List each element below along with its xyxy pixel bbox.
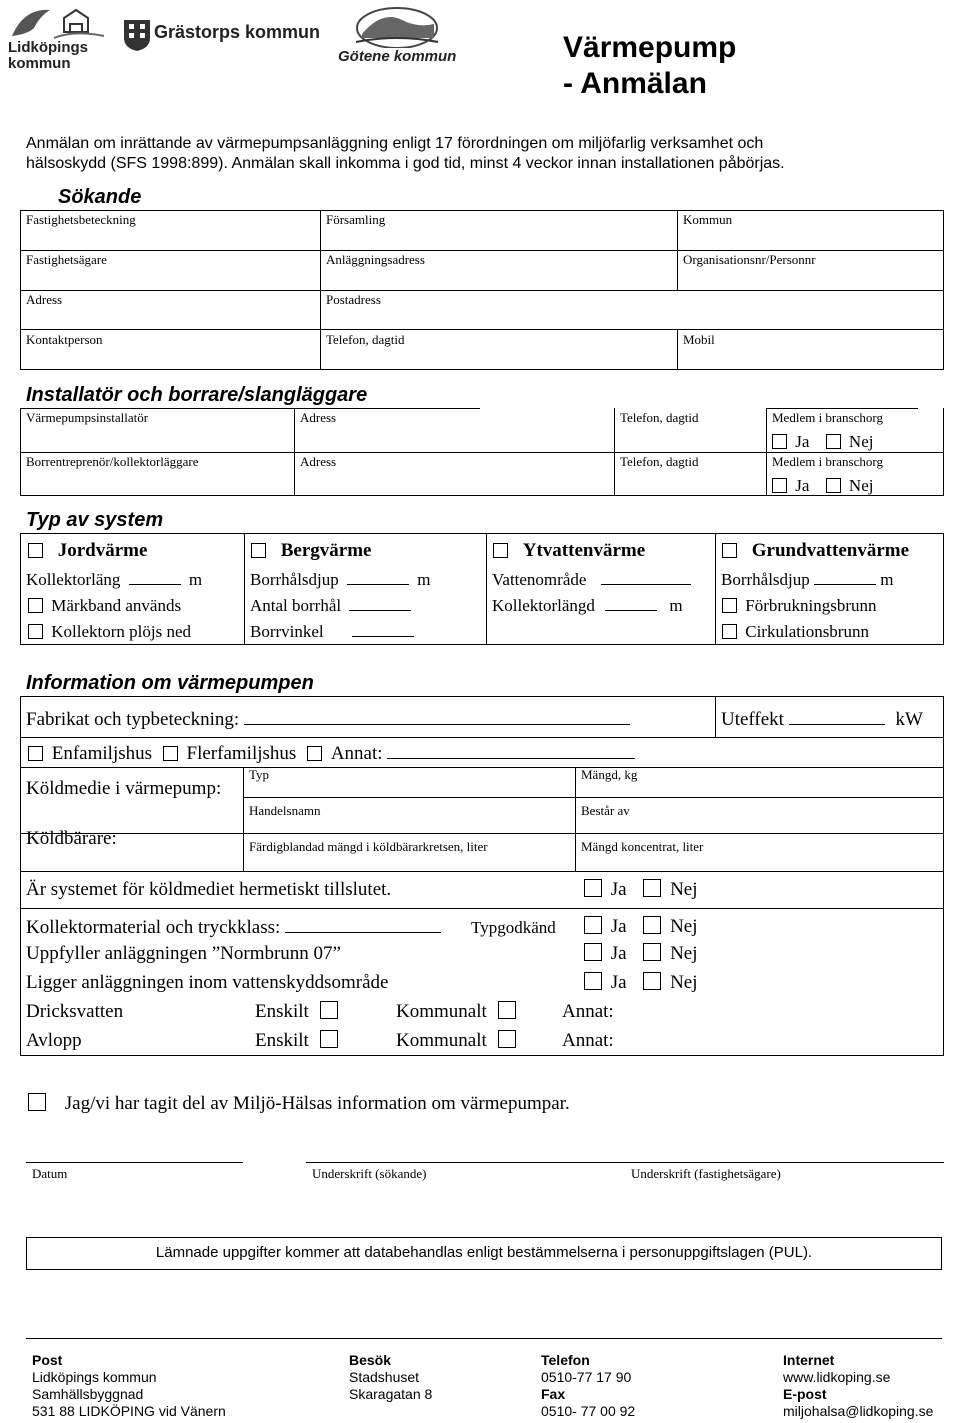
ytv-vattenomrade-label: Vattenområde xyxy=(492,570,587,589)
enfamiljshus-label: Enfamiljshus xyxy=(51,743,153,764)
kollektormaterial-label: Kollektormaterial och tryckklass: xyxy=(26,917,281,938)
jord-kollektorlangd-unit: m xyxy=(188,570,203,589)
grund-borrhalsdjup-unit: m xyxy=(880,570,894,589)
grastorp-logo xyxy=(122,18,322,58)
installator-nej-checkbox[interactable] xyxy=(826,434,841,449)
normbrunn-ja-label: Ja xyxy=(610,943,627,964)
typgodkand-nej-checkbox[interactable] xyxy=(643,916,661,934)
footer-fax-heading: Fax xyxy=(541,1386,566,1402)
avlopp-annat[interactable]: Annat: xyxy=(562,1030,614,1051)
dricksvatten-annat[interactable]: Annat: xyxy=(562,1001,614,1022)
forbrukningsbrunn-checkbox[interactable] xyxy=(722,598,737,613)
ytvattenvarme-label: Ytvattenvärme xyxy=(522,540,646,561)
dricksvatten-enskilt-checkbox[interactable] xyxy=(320,1001,338,1019)
typ-heading: Typ av system xyxy=(26,509,164,531)
ytv-vattenomrade-input[interactable] xyxy=(601,570,691,585)
footer-fax-number: 0510- 77 00 92 xyxy=(541,1403,636,1419)
footer-besok-line2: Skaragatan 8 xyxy=(349,1386,433,1402)
jord-kollektorlangd-input[interactable] xyxy=(129,570,181,585)
dricksvatten-enskilt-label: Enskilt xyxy=(255,1001,309,1022)
footer-internet-heading: Internet xyxy=(783,1352,835,1368)
plojs-checkbox[interactable] xyxy=(28,624,43,639)
avlopp-kommunalt-checkbox[interactable] xyxy=(498,1030,516,1048)
typgodkand-nej-label: Nej xyxy=(670,916,698,937)
borr-medlem-label: Medlem i branschorg xyxy=(772,454,883,469)
footer-besok-heading: Besök xyxy=(349,1352,392,1368)
borr-ja-label: Ja xyxy=(795,476,810,495)
uteffekt-label: Uteffekt xyxy=(721,709,784,730)
field-fastighetsagare[interactable]: Fastighetsägare xyxy=(26,252,107,267)
jord-plojs xyxy=(28,622,191,642)
installator-heading: Installatör och borrare/slangläggare xyxy=(26,384,368,406)
field-anlaggningsadress[interactable]: Anläggningsadress xyxy=(326,252,425,267)
normbrunn-label: Uppfyller anläggningen ”Normbrunn 07” xyxy=(26,943,341,964)
installator-medlem-choice xyxy=(772,432,873,452)
dricksvatten-kommunalt-checkbox[interactable] xyxy=(498,1001,516,1019)
avlopp-kommunalt xyxy=(396,1030,516,1052)
dricksvatten-enskilt xyxy=(255,1001,338,1023)
ytv-kollektorlangd-label: Kollektorlängd xyxy=(492,596,595,615)
vattenskydd-nej-label: Nej xyxy=(670,972,698,993)
footer-besok-line1: Stadshuset xyxy=(349,1369,420,1385)
field-bestar-av[interactable]: Består av xyxy=(581,803,630,818)
normbrunn-ja-checkbox[interactable] xyxy=(584,943,602,961)
typgodkand-label: Typgodkänd xyxy=(471,918,556,937)
dricksvatten-label: Dricksvatten xyxy=(26,1001,124,1022)
jord-kollektorlangd-label: Kollektorläng xyxy=(26,570,121,589)
ytv-kollektorlangd-unit: m xyxy=(669,596,683,615)
page-title-line2: - Anmälan xyxy=(563,67,707,100)
berg-borrhalsdjup-unit: m xyxy=(417,570,431,589)
berg-antal-label: Antal borrhål xyxy=(250,596,342,615)
hermetiskt-ja-label: Ja xyxy=(610,879,627,900)
enfamiljshus-checkbox[interactable] xyxy=(28,746,43,761)
borr-nej-checkbox[interactable] xyxy=(826,478,841,493)
typgodkand-ja-label: Ja xyxy=(610,916,627,937)
berg-borrvinkel xyxy=(250,622,414,642)
footer-telefon xyxy=(541,1352,635,1420)
uteffekt-input[interactable] xyxy=(789,708,885,725)
markband-label: Märkband används xyxy=(51,596,182,615)
avlopp-kommunalt-label: Kommunalt xyxy=(396,1030,487,1051)
field-fastighetsbeteckning[interactable]: Fastighetsbeteckning xyxy=(26,212,136,227)
footer-email-link[interactable]: miljohalsa@lidkoping.se xyxy=(783,1403,934,1419)
hermetiskt-choice xyxy=(584,879,698,901)
footer-post-line3: 531 88 LIDKÖPING vid Vänern xyxy=(32,1403,226,1419)
typgodkand-ja-checkbox[interactable] xyxy=(584,916,602,934)
field-installator-adress[interactable]: Adress xyxy=(300,410,337,425)
footer-website-link[interactable]: www.lidkoping.se xyxy=(783,1369,891,1385)
typgodkand-choice xyxy=(584,916,698,938)
berg-antal xyxy=(250,596,411,616)
ytvattenvarme-option xyxy=(493,540,645,562)
berg-borrvinkel-input[interactable] xyxy=(352,622,414,637)
jordvarme-checkbox[interactable] xyxy=(28,543,43,558)
hermetiskt-ja-checkbox[interactable] xyxy=(584,879,602,897)
grund-borrhalsdjup xyxy=(721,570,894,590)
vattenskydd-ja-label: Ja xyxy=(610,972,627,993)
lidkoping-logo-icon xyxy=(4,2,116,42)
jordvarme-label: Jordvärme xyxy=(57,540,148,561)
bergvarme-option xyxy=(251,540,371,562)
page-title-line1: Värmepump xyxy=(563,31,737,64)
grund-borrhalsdjup-input[interactable] xyxy=(814,570,876,585)
field-koldmedie-mangd[interactable]: Mängd, kg xyxy=(581,767,638,782)
annat-hus-input[interactable] xyxy=(387,742,635,759)
installator-nej-label: Nej xyxy=(848,432,874,451)
grastorp-logo-text: Grästorps kommun xyxy=(154,22,321,42)
fabrikat-input[interactable] xyxy=(244,708,630,725)
vattenskydd-choice xyxy=(584,972,698,994)
borr-ja-checkbox[interactable] xyxy=(772,478,787,493)
flerfamiljshus-checkbox[interactable] xyxy=(163,746,178,761)
berg-antal-input[interactable] xyxy=(349,596,411,611)
ytv-kollektorlangd xyxy=(492,596,683,616)
kollektormaterial-row xyxy=(26,916,441,939)
footer-post-heading: Post xyxy=(32,1352,63,1368)
berg-borrhalsdjup-label: Borrhålsdjup xyxy=(250,570,339,589)
cirkulationsbrunn-label: Cirkulationsbrunn xyxy=(745,622,869,641)
footer-post-line1: Lidköpings kommun xyxy=(32,1369,157,1385)
gotene-logo-text: Götene kommun xyxy=(338,48,457,65)
ytvattenvarme-checkbox[interactable] xyxy=(493,543,508,558)
grund-borrhalsdjup-label: Borrhålsdjup xyxy=(721,570,810,589)
signature-fastighetsagare[interactable]: Underskrift (fastighetsägare) xyxy=(631,1166,781,1181)
consent-label: Jag/vi har tagit del av Miljö-Hälsas information om värmepumpar. xyxy=(64,1093,570,1114)
grundvattenvarme-option xyxy=(722,540,909,562)
gotene-logo xyxy=(336,4,456,68)
annat-hus-label: Annat: xyxy=(330,743,383,764)
info-heading: Information om värmepumpen xyxy=(26,672,314,694)
berg-borrhalsdjup xyxy=(250,570,431,590)
grund-cirkulation xyxy=(722,622,869,642)
installator-medlem-label: Medlem i branschorg xyxy=(772,410,883,425)
signature-datum[interactable]: Datum xyxy=(32,1166,68,1181)
installator-ja-label: Ja xyxy=(795,432,810,451)
field-koldmedie-typ[interactable]: Typ xyxy=(249,767,270,782)
grund-forbrukning xyxy=(722,596,877,616)
field-kontaktperson[interactable]: Kontaktperson xyxy=(26,332,103,347)
koldmedie-label: Köldmedie i värmepump: xyxy=(26,778,222,799)
vattenskydd-label: Ligger anläggningen inom vattenskyddsområde xyxy=(26,972,389,993)
consent-row xyxy=(28,1093,570,1115)
footer-post-line2: Samhällsbyggnad xyxy=(32,1386,144,1402)
grundvattenvarme-label: Grundvattenvärme xyxy=(751,540,910,561)
bergvarme-label: Bergvärme xyxy=(280,540,372,561)
hustyp-row xyxy=(28,742,635,765)
intro-line2: hälsoskydd (SFS 1998:899). Anmälan skall inkomma i god tid, minst 4 veckor innan installationen påbörjas. xyxy=(26,155,785,172)
pul-text: Lämnade uppgifter kommer att databehandlas enligt bestämmelserna i personuppgiftslagen (PUL). xyxy=(155,1244,813,1261)
grastorp-crest-icon xyxy=(122,18,152,52)
berg-borrvinkel-label: Borrvinkel xyxy=(250,622,324,641)
hermetiskt-label: Är systemet för köldmediet hermetiskt tillslutet. xyxy=(26,879,392,900)
field-forsamling[interactable]: Församling xyxy=(326,212,386,227)
footer-besok xyxy=(349,1352,432,1403)
avlopp-enskilt xyxy=(255,1030,338,1052)
footer-internet xyxy=(783,1352,933,1420)
forbrukningsbrunn-label: Förbrukningsbrunn xyxy=(745,596,877,615)
field-mobil[interactable]: Mobil xyxy=(683,332,715,347)
borr-medlem-choice xyxy=(772,476,873,496)
field-borr-telefon[interactable]: Telefon, dagtid xyxy=(620,454,699,469)
field-telefon[interactable]: Telefon, dagtid xyxy=(326,332,405,347)
footer-post xyxy=(32,1352,226,1420)
ytv-kollektorlangd-input[interactable] xyxy=(605,596,657,611)
bergvarme-checkbox[interactable] xyxy=(251,543,266,558)
fabrikat-label: Fabrikat och typbeteckning: xyxy=(26,709,240,730)
jord-markband xyxy=(28,596,181,616)
field-postadress[interactable]: Postadress xyxy=(326,292,381,307)
footer-epost-heading: E-post xyxy=(783,1386,827,1402)
normbrunn-nej-checkbox[interactable] xyxy=(643,943,661,961)
footer-telefon-heading: Telefon xyxy=(541,1352,590,1368)
lidkoping-logo-line2: kommun xyxy=(8,55,71,72)
sokande-heading: Sökande xyxy=(58,186,142,208)
hermetiskt-nej-checkbox[interactable] xyxy=(643,879,661,897)
grundvattenvarme-checkbox[interactable] xyxy=(722,543,737,558)
jord-kollektorlangd xyxy=(26,570,202,590)
field-borr-adress[interactable]: Adress xyxy=(300,454,337,469)
koldbarare-label: Köldbärare: xyxy=(26,828,117,849)
kollektormaterial-input[interactable] xyxy=(285,916,441,933)
footer-telefon-number: 0510-77 17 90 xyxy=(541,1369,632,1385)
vattenskydd-nej-checkbox[interactable] xyxy=(643,972,661,990)
cirkulationsbrunn-checkbox[interactable] xyxy=(722,624,737,639)
field-organisationsnr[interactable]: Organisationsnr/Personnr xyxy=(683,252,816,267)
intro-text xyxy=(26,134,785,174)
ytv-vattenomrade xyxy=(492,570,691,590)
hermetiskt-nej-label: Nej xyxy=(670,879,698,900)
jordvarme-option xyxy=(28,540,147,562)
field-handelsnamn[interactable]: Handelsnamn xyxy=(249,803,321,818)
consent-checkbox[interactable] xyxy=(28,1093,46,1111)
vattenskydd-ja-checkbox[interactable] xyxy=(584,972,602,990)
plojs-label: Kollektorn plöjs ned xyxy=(51,622,192,641)
gotene-logo-icon xyxy=(342,4,452,48)
lidkoping-logo-line1: Lidköpings xyxy=(8,39,88,56)
signature-sokande[interactable]: Underskrift (sökande) xyxy=(312,1166,427,1181)
berg-borrhalsdjup-input[interactable] xyxy=(347,570,409,585)
markband-checkbox[interactable] xyxy=(28,598,43,613)
field-koncentrat[interactable]: Mängd koncentrat, liter xyxy=(581,839,704,854)
field-adress[interactable]: Adress xyxy=(26,292,63,307)
lidkoping-logo xyxy=(4,2,116,72)
dricksvatten-kommunalt xyxy=(396,1001,516,1023)
borr-nej-label: Nej xyxy=(848,476,874,495)
dricksvatten-kommunalt-label: Kommunalt xyxy=(396,1001,487,1022)
avlopp-enskilt-label: Enskilt xyxy=(255,1030,309,1051)
uteffekt-unit: kW xyxy=(895,709,923,730)
normbrunn-choice xyxy=(584,943,698,965)
avlopp-enskilt-checkbox[interactable] xyxy=(320,1030,338,1048)
field-kommun[interactable]: Kommun xyxy=(683,212,733,227)
uteffekt-row xyxy=(721,708,923,731)
page-title xyxy=(563,30,736,102)
field-fardigblandad[interactable]: Färdigblandad mängd i köldbärarkretsen, liter xyxy=(249,839,488,854)
avlopp-label: Avlopp xyxy=(26,1030,82,1051)
normbrunn-nej-label: Nej xyxy=(670,943,698,964)
installator-ja-checkbox[interactable] xyxy=(772,434,787,449)
field-varmepumpsinstallator[interactable]: Värmepumpsinstallatör xyxy=(26,410,149,425)
field-borrentreprenor[interactable]: Borrentreprenör/kollektorläggare xyxy=(26,454,199,469)
intro-line1: Anmälan om inrättande av värmepumpsanläggning enligt 17 förordningen om miljöfarlig verksamhet och xyxy=(26,135,764,152)
fabrikat-row xyxy=(26,708,630,731)
flerfamiljshus-label: Flerfamiljshus xyxy=(186,743,297,764)
field-installator-telefon[interactable]: Telefon, dagtid xyxy=(620,410,699,425)
annat-hus-checkbox[interactable] xyxy=(307,746,322,761)
